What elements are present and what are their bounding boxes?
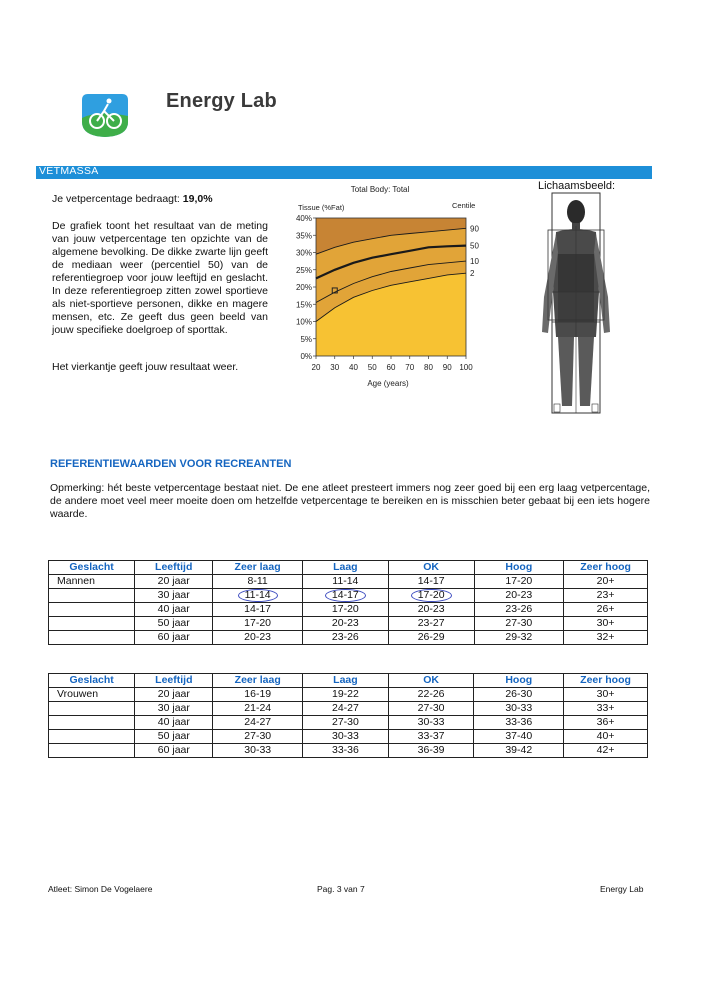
table-cell: 24-27 [303, 702, 389, 716]
table-cell: 23-26 [302, 631, 388, 645]
chart-x-tick-label: 70 [405, 363, 415, 372]
table-row [49, 730, 648, 744]
column-header: Geslacht [49, 674, 135, 688]
brand-title: Energy Lab [166, 90, 277, 112]
table-cell: 23-26 [474, 603, 564, 617]
table-cell: 30+ [564, 617, 648, 631]
table-cell: 27-30 [303, 716, 389, 730]
column-header: Zeer hoog [564, 674, 648, 688]
column-header: Leeftijd [135, 561, 213, 575]
table-cell: 60 jaar [135, 631, 213, 645]
column-header: OK [388, 561, 474, 575]
table-header-row [49, 561, 648, 575]
gender-cell: Vrouwen [49, 688, 135, 702]
table-cell: 40 jaar [135, 716, 213, 730]
gender-cell [49, 702, 135, 716]
table-cell: 29-32 [474, 631, 564, 645]
table-cell: 20 jaar [135, 575, 213, 589]
reference-remark: Opmerking: hét beste vetpercentage bestaat niet. De ene atleet presteert immers nog zeer goed bij een erg laag vetpercentage, de andere moet veel meer moeite doen om hetzelfde vetpercentage te bereiken en is misschien beter gebaat bij een iets hogere waarde. [50, 482, 650, 520]
footer-page-number: Pag. 3 van 7 [317, 884, 365, 894]
gender-cell [49, 730, 135, 744]
table-cell: 30 jaar [135, 702, 213, 716]
women-reference-table [48, 673, 648, 758]
table-cell: 33-36 [303, 744, 389, 758]
reference-heading: REFERENTIEWAARDEN VOOR RECREANTEN [50, 458, 292, 470]
chart-description: De grafiek toont het resultaat van de meting van jouw vetpercentage ten opzichte van de algemene bevolking. De dikke zwarte lijn geeft de mediaan weer (percentiel 50) van de referentiegroep voor jouw leeftijd en geslacht. In deze referentiegroep zitten zowel sportieve als niet-sportieve personen, dikke en magere mensen, etc. Ze geeft dus geen beeld van jouw specifieke doelgroep of sporttak. [52, 220, 268, 336]
table-cell: 17-20 [213, 617, 303, 631]
table-cell [213, 589, 303, 603]
table-cell: 20-23 [213, 631, 303, 645]
circled-value: 14-17 [325, 589, 366, 602]
gender-cell [49, 603, 135, 617]
table-cell: 32+ [564, 631, 648, 645]
table-cell: 11-14 [302, 575, 388, 589]
chart-x-tick-label: 40 [349, 363, 358, 372]
gender-cell [49, 716, 135, 730]
table-row [49, 631, 648, 645]
table-cell: 36-39 [388, 744, 474, 758]
chart-centile-label-90: 90 [470, 224, 479, 234]
chart-centile-label-10: 10 [470, 257, 479, 267]
table-row [49, 589, 648, 603]
square-note: Het vierkantje geeft jouw resultaat weer. [52, 361, 239, 373]
table-cell: 36+ [564, 716, 648, 730]
table-cell: 14-17 [213, 603, 303, 617]
table-cell: 27-30 [388, 702, 474, 716]
chart-y-tick-label: 20% [295, 283, 312, 292]
table-cell: 26+ [564, 603, 648, 617]
table-cell: 20-23 [388, 603, 474, 617]
fat-value: 19,0% [182, 193, 213, 205]
chart-x-tick-label: 80 [424, 363, 433, 372]
column-header: Zeer laag [213, 561, 303, 575]
table-row [49, 744, 648, 758]
table-cell: 20 jaar [135, 688, 213, 702]
chart-x-tick-label: 50 [367, 363, 377, 372]
gender-cell [49, 589, 135, 603]
section-bar [36, 166, 652, 179]
chart-centile-label: Centile [452, 201, 476, 210]
table-cell: 26-29 [388, 631, 474, 645]
chart-x-tick-label: 20 [311, 363, 321, 372]
table-row [49, 702, 648, 716]
chart-y-tick-label: 40% [295, 214, 312, 223]
chart-y-tick-label: 5% [300, 334, 312, 344]
chart-x-tick-label: 100 [459, 363, 473, 372]
table-row [49, 716, 648, 730]
column-header: Laag [302, 561, 388, 575]
chart-x-tick-label: 30 [330, 363, 340, 372]
gender-cell [49, 617, 135, 631]
table-cell: 50 jaar [135, 730, 213, 744]
table-cell: 33+ [564, 702, 648, 716]
body-fat-chart [280, 180, 490, 400]
column-header: Zeer laag [213, 674, 303, 688]
body-image-label: Lichaamsbeeld: [538, 180, 616, 192]
table-cell: 23+ [564, 589, 648, 603]
table-cell: 20+ [564, 575, 648, 589]
table-cell: 26-30 [474, 688, 564, 702]
column-header: Hoog [474, 561, 564, 575]
energy-lab-logo-icon [78, 92, 132, 138]
table-cell: 40 jaar [135, 603, 213, 617]
table-cell: 16-19 [213, 688, 303, 702]
table-cell: 17-20 [474, 575, 564, 589]
fat-line-prefix: Je vetpercentage bedraagt: [52, 193, 183, 205]
chart-title: Total Body: Total [350, 185, 410, 194]
chart-centile-label-2: 2 [470, 269, 475, 279]
column-header: Leeftijd [135, 674, 213, 688]
table-cell: 20-23 [474, 589, 564, 603]
footer-athlete: Atleet: Simon De Vogelaere [48, 884, 153, 894]
table-cell: 21-24 [213, 702, 303, 716]
chart-y-tick-label: 35% [295, 231, 312, 241]
chart-y-tick-label: 30% [295, 248, 312, 258]
section-title: VETMASSA [39, 165, 99, 177]
gender-cell: Mannen [49, 575, 135, 589]
column-header: Laag [303, 674, 389, 688]
table-cell: 30+ [564, 688, 648, 702]
table-cell: 40+ [564, 730, 648, 744]
circled-value: 11-14 [238, 589, 278, 602]
table-cell: 19-22 [303, 688, 389, 702]
column-header: Geslacht [49, 561, 135, 575]
table-cell: 50 jaar [135, 617, 213, 631]
table-cell: 24-27 [213, 716, 303, 730]
table-cell [302, 589, 388, 603]
table-cell: 30-33 [303, 730, 389, 744]
gender-cell [49, 631, 135, 645]
chart-centile-label-50: 50 [470, 241, 479, 251]
table-cell: 33-37 [388, 730, 474, 744]
chart-y-label: Tissue (%Fat) [298, 203, 345, 212]
table-cell: 30-33 [388, 716, 474, 730]
table-cell: 27-30 [474, 617, 564, 631]
table-cell: 33-36 [474, 716, 564, 730]
chart-y-tick-label: 0% [300, 352, 312, 361]
table-cell: 14-17 [388, 575, 474, 589]
footer-brand: Energy Lab [600, 884, 644, 894]
fat-percentage-line [52, 193, 272, 205]
table-row [49, 575, 648, 589]
chart-y-tick-label: 15% [295, 300, 312, 310]
chart-x-tick-label: 90 [442, 363, 452, 372]
table-cell: 60 jaar [135, 744, 213, 758]
table-cell: 37-40 [474, 730, 564, 744]
table-cell: 42+ [564, 744, 648, 758]
column-header: Hoog [474, 674, 564, 688]
table-cell: 30-33 [213, 744, 303, 758]
table-cell: 20-23 [302, 617, 388, 631]
body-scan-image [536, 192, 616, 414]
table-cell: 22-26 [388, 688, 474, 702]
men-reference-table [48, 560, 648, 645]
chart-y-tick-label: 10% [295, 317, 312, 327]
column-header: Zeer hoog [564, 561, 648, 575]
table-cell: 30 jaar [135, 589, 213, 603]
table-cell: 39-42 [474, 744, 564, 758]
table-row [49, 603, 648, 617]
chart-y-tick-label: 25% [295, 265, 312, 275]
table-cell [388, 589, 474, 603]
table-row [49, 688, 648, 702]
table-row [49, 617, 648, 631]
table-cell: 30-33 [474, 702, 564, 716]
table-header-row [49, 674, 648, 688]
chart-x-label: Age (years) [367, 379, 409, 388]
table-cell: 8-11 [213, 575, 303, 589]
table-cell: 23-27 [388, 617, 474, 631]
table-cell: 17-20 [302, 603, 388, 617]
column-header: OK [388, 674, 474, 688]
table-cell: 27-30 [213, 730, 303, 744]
chart-x-tick-label: 60 [386, 363, 396, 372]
circled-value: 17-20 [411, 589, 452, 602]
gender-cell [49, 744, 135, 758]
